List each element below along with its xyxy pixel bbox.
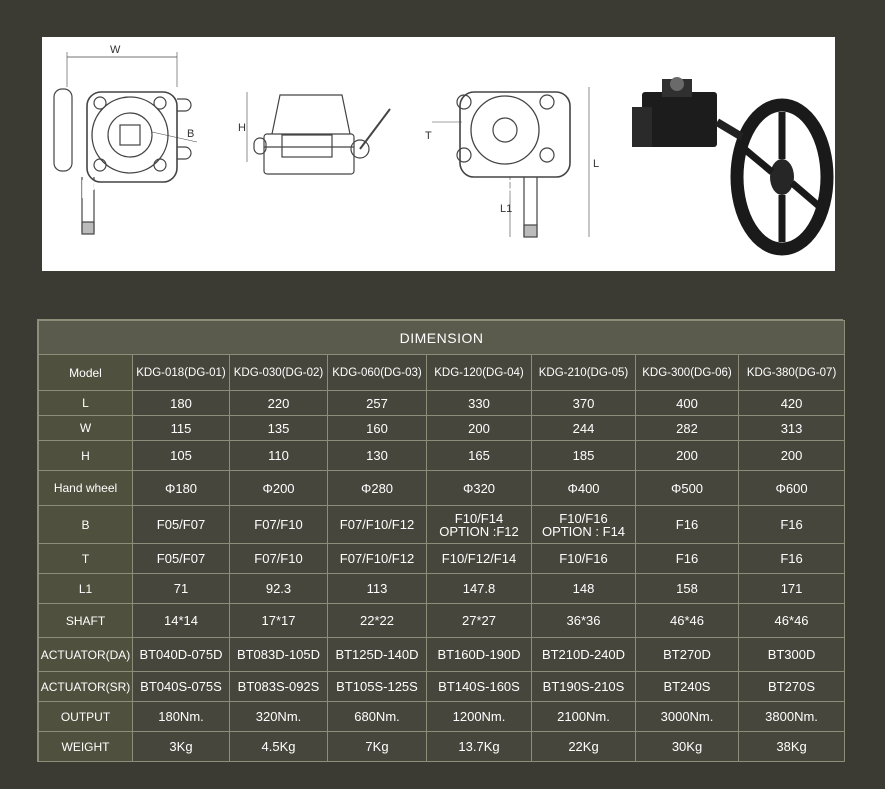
table-cell: BT270S xyxy=(739,672,845,702)
table-cell: 160 xyxy=(328,416,427,441)
table-cell: Φ600 xyxy=(739,471,845,506)
table-cell: 3000Nm. xyxy=(636,702,739,732)
label-w: W xyxy=(110,44,121,56)
table-cell: F10/F16 OPTION : F14 xyxy=(532,506,636,544)
table-row xyxy=(39,506,845,544)
table-cell: F16 xyxy=(739,544,845,574)
gearbox-side-view-drawing xyxy=(247,92,390,174)
row-label: ACTUATOR(SR) xyxy=(39,672,133,702)
table-cell: Φ320 xyxy=(427,471,532,506)
table-cell: 115 xyxy=(133,416,230,441)
table-row xyxy=(39,471,845,506)
table-cell: F07/F10 xyxy=(230,544,328,574)
table-cell: 330 xyxy=(427,391,532,416)
table-cell: 165 xyxy=(427,441,532,471)
table-cell: 130 xyxy=(328,441,427,471)
table-cell: F16 xyxy=(739,506,845,544)
watermark-fragment: ro xyxy=(146,174,172,204)
row-label: OUTPUT xyxy=(39,702,133,732)
row-label: WEIGHT xyxy=(39,732,133,762)
table-cell: BT083D-105D xyxy=(230,638,328,672)
table-cell: BT240S xyxy=(636,672,739,702)
table-cell: 4.5Kg xyxy=(230,732,328,762)
table-cell: 110 xyxy=(230,441,328,471)
table-cell: 38Kg xyxy=(739,732,845,762)
table-cell: BT040D-075D xyxy=(133,638,230,672)
table-cell: 171 xyxy=(739,574,845,604)
product-drawings-panel xyxy=(42,37,835,271)
table-cell: 400 xyxy=(636,391,739,416)
table-cell: 13.7Kg xyxy=(427,732,532,762)
row-label: ACTUATOR(DA) xyxy=(39,638,133,672)
column-header-model-name: KDG-030(DG-02) xyxy=(230,355,328,391)
label-l: L xyxy=(593,158,600,170)
table-cell: 30Kg xyxy=(636,732,739,762)
table-cell: 200 xyxy=(636,441,739,471)
table-cell: 185 xyxy=(532,441,636,471)
table-cell: BT160D-190D xyxy=(427,638,532,672)
table-cell: F05/F07 xyxy=(133,506,230,544)
table-cell: BT105S-125S xyxy=(328,672,427,702)
label-l1: L1 xyxy=(500,203,513,215)
table-cell: 135 xyxy=(230,416,328,441)
table-cell: 17*17 xyxy=(230,604,328,638)
watermark-fragment: F xyxy=(505,174,522,204)
table-cell: F05/F07 xyxy=(133,544,230,574)
gearbox-top-view-drawing xyxy=(54,52,197,234)
table-cell: 320Nm. xyxy=(230,702,328,732)
row-label: W xyxy=(39,416,133,441)
table-cell: 680Nm. xyxy=(328,702,427,732)
watermark-fragment: age xyxy=(679,174,726,204)
label-b: B xyxy=(187,128,195,140)
table-cell: 27*27 xyxy=(427,604,532,638)
table-cell: 200 xyxy=(427,416,532,441)
table-cell: BT300D xyxy=(739,638,845,672)
table-cell: Φ400 xyxy=(532,471,636,506)
column-header-model: Model xyxy=(39,355,133,391)
table-cell: 7Kg xyxy=(328,732,427,762)
watermark-fragment: P xyxy=(80,174,99,204)
table-cell: 244 xyxy=(532,416,636,441)
table-cell: F07/F10/F12 xyxy=(328,544,427,574)
table-cell: Φ280 xyxy=(328,471,427,506)
column-header-model-name: KDG-300(DG-06) xyxy=(636,355,739,391)
row-label: B xyxy=(39,506,133,544)
table-row xyxy=(39,638,845,672)
table-row xyxy=(39,604,845,638)
row-label: L xyxy=(39,391,133,416)
table-cell: 3Kg xyxy=(133,732,230,762)
table-cell: 105 xyxy=(133,441,230,471)
table-cell: Φ200 xyxy=(230,471,328,506)
table-cell: 22Kg xyxy=(532,732,636,762)
table-cell: BT125D-140D xyxy=(328,638,427,672)
gearbox-handwheel-photo xyxy=(632,77,827,249)
table-row xyxy=(39,672,845,702)
table-cell: 420 xyxy=(739,391,845,416)
column-header-model-name: KDG-018(DG-01) xyxy=(133,355,230,391)
table-cell: 14*14 xyxy=(133,604,230,638)
dimension-table-grid xyxy=(38,320,845,762)
table-cell: BT270D xyxy=(636,638,739,672)
table-cell: 370 xyxy=(532,391,636,416)
table-cell: 113 xyxy=(328,574,427,604)
table-cell: F10/F12/F14 xyxy=(427,544,532,574)
table-cell: 282 xyxy=(636,416,739,441)
table-cell: F10/F14 OPTION :F12 xyxy=(427,506,532,544)
label-t: T xyxy=(425,130,432,142)
row-label: SHAFT xyxy=(39,604,133,638)
column-header-model-name: KDG-380(DG-07) xyxy=(739,355,845,391)
table-title: DIMENSION xyxy=(39,321,845,355)
table-row xyxy=(39,391,845,416)
table-cell: BT210D-240D xyxy=(532,638,636,672)
table-cell: 313 xyxy=(739,416,845,441)
table-cell: 46*46 xyxy=(739,604,845,638)
table-row xyxy=(39,574,845,604)
table-cell: 71 xyxy=(133,574,230,604)
table-cell: 92.3 xyxy=(230,574,328,604)
table-cell: 2100Nm. xyxy=(532,702,636,732)
table-cell: Φ500 xyxy=(636,471,739,506)
table-cell: 147.8 xyxy=(427,574,532,604)
table-cell: 36*36 xyxy=(532,604,636,638)
table-row xyxy=(39,702,845,732)
table-cell: 22*22 xyxy=(328,604,427,638)
table-cell: 158 xyxy=(636,574,739,604)
table-cell: BT040S-075S xyxy=(133,672,230,702)
dimension-table xyxy=(37,319,843,762)
table-cell: 220 xyxy=(230,391,328,416)
table-cell: 148 xyxy=(532,574,636,604)
row-label: Hand wheel xyxy=(39,471,133,506)
row-label: H xyxy=(39,441,133,471)
label-h: H xyxy=(238,122,246,134)
table-cell: F07/F10/F12 xyxy=(328,506,427,544)
table-row xyxy=(39,732,845,762)
column-header-model-name: KDG-120(DG-04) xyxy=(427,355,532,391)
table-cell: BT190S-210S xyxy=(532,672,636,702)
table-cell: 257 xyxy=(328,391,427,416)
table-cell: Φ180 xyxy=(133,471,230,506)
row-label: T xyxy=(39,544,133,574)
table-cell: 180Nm. xyxy=(133,702,230,732)
column-header-model-name: KDG-060(DG-03) xyxy=(328,355,427,391)
table-cell: 1200Nm. xyxy=(427,702,532,732)
table-cell: 180 xyxy=(133,391,230,416)
table-cell: BT140S-160S xyxy=(427,672,532,702)
table-row xyxy=(39,544,845,574)
table-row xyxy=(39,441,845,471)
column-header-model-name: KDG-210(DG-05) xyxy=(532,355,636,391)
table-cell: F16 xyxy=(636,506,739,544)
table-cell: 46*46 xyxy=(636,604,739,638)
table-cell: F10/F16 xyxy=(532,544,636,574)
technical-drawings xyxy=(42,37,835,271)
table-cell: BT083S-092S xyxy=(230,672,328,702)
table-cell: F16 xyxy=(636,544,739,574)
table-cell: 200 xyxy=(739,441,845,471)
table-cell: 3800Nm. xyxy=(739,702,845,732)
table-row xyxy=(39,416,845,441)
table-cell: F07/F10 xyxy=(230,506,328,544)
row-label: L1 xyxy=(39,574,133,604)
